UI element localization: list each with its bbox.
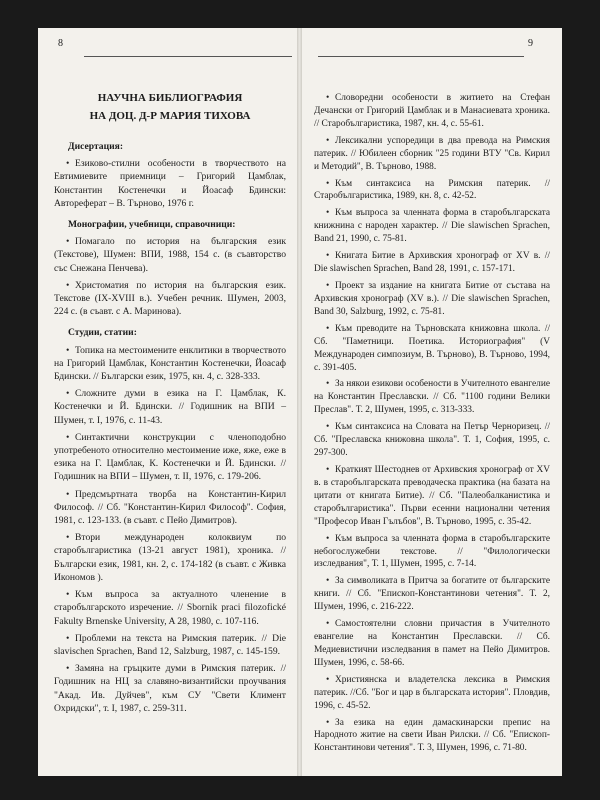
- left-column: [54, 92, 286, 772]
- list-item: • За символиката в Притча за богатите от българските книги. // Сб. "Епископ-Константинови четения". Т. 2, Шумен, 1996, с. 216-222.: [314, 576, 550, 613]
- list-item: • За езика на един дамаскинарски препис на Народното житие на свети Иван Рилски. // Сб. "Епископ-Константинови четения". Т. 3, Шумен, 1996, с. 71-80.: [314, 717, 550, 754]
- list-item: • Христоматия по история на българския език. Текстове (IX-XVIII в.). Учебен речник. Шумен, 2003, 224 с. (в съавт. с А. Маринова).: [54, 279, 286, 318]
- section-heading-monographs: Монографии, учебници, справочници:: [68, 219, 236, 231]
- list-item: • Проблеми на текста на Римския патерик. // Die slavischen Sprachen, Band 12, Salzburg, 1987, с. 145-159.: [54, 632, 286, 657]
- list-item: • Втори международен колоквиум по старобългаристика (13-21 август 1981), хроника. // Български език, 1981, кн. 2, с. 174-182 (в съавт. с Живка Икономов ).: [54, 532, 286, 583]
- left-header-rule: [84, 56, 292, 57]
- list-item: • Топика на местоимените енклитики в творчеството на Григорий Цамблак, Константин Костенечки, Йоасаф Бдински. // Български език, 1975, кн. 4, с. 328-333.: [54, 344, 286, 383]
- list-item: • Езиково-стилни особености в творчеството на Евтимиевите приемници – Григорий Цамблак, Константин Костенечки и Йоасаф Бдински: Автореферат – В. Търново, 1976 г.: [54, 158, 286, 209]
- list-item: • Синтактични конструкции с членоподобно употребеното относително местоимение иже, яже, еже в езика на Г. Цамблак, К. Костенечки и Й. Бдински. // Годишник на ВПИ – Шумен, т. II, 1976, с. 179-206.: [54, 431, 286, 483]
- list-item: • Помагало по история на българския език (Текстове), Шумен: ВПИ, 1988, 154 с. (в съавторство със Снежана Пенчева).: [54, 236, 286, 274]
- list-item: • Към въпроса за членната форма в старобългарската книжнина с народен характер. // Die slawischen Sprachen, Band 21, 1990, с. 75-81.: [314, 208, 550, 245]
- list-item: • Предсмъртната творба на Константин-Кирил Философ. // Сб. "Константин-Кирил Философ". София, 1981, с. 123-133. (в съавт. с Пейо Димитров).: [54, 488, 286, 527]
- list-item: • Християнска и владетелска лексика в Римския патерик. //Сб. "Бог и цар в българската история". Пловдив, 1996, с. 45-52.: [314, 674, 550, 711]
- list-item: • Краткият Шестоднев от Архивския хронограф от XV в. в старобългарската преводаческа практика (на базата на цитати от книгата Битие). // Сб. "Палеобалканистика и старобългаристика". Първи есенни национални четения "Професор Иван Гълъбов", В. Търново, 1995, с. 35-42.: [314, 464, 550, 527]
- list-item: • Самостоятелни словни причастия в Учителното евангелие на Константин Преславски. // Сб. Медиевистични изследвания в памет на Пейо Димитров. Шумен, 1996, с. 58-66.: [314, 619, 550, 668]
- list-item: • Към преводите на Търновската книжовна школа. // Сб. "Паметници. Поетика. Историография" (V Международен симпозиум, В. Търново), В. Търново, 1994, с. 391-405.: [314, 323, 550, 373]
- list-item: • Книгата Битие в Архивския хронограф от XV в. // Die slawischen Sprachen, Band 28, 1991, с. 157-171.: [314, 251, 550, 275]
- list-item: • Замяна на гръцките думи в Римския патерик. // Годишник на НЦ за славяно-византийски проучвания "Акад. Ив. Дуйчев", към СУ "Свети Климент Охридски", т. I, 1987, с. 259-311.: [54, 663, 286, 714]
- right-page-number: 9: [528, 38, 533, 49]
- left-page-number: 8: [58, 38, 63, 49]
- list-item: • Към въпроса за членната форма в старобългарските небогослужебни текстове. // "Филологически изследвания", Т. 1, Шумен, 1995, с. 7-14.: [314, 533, 550, 570]
- list-item: • Сложните думи в езика на Г. Цамблак, К. Костенечки и Й. Бдински. // Годишник на ВПИ – Шумен, т. I, 1976, с. 11-43.: [54, 388, 286, 426]
- section-heading-articles: Студии, статии:: [68, 327, 137, 339]
- list-item: • Словоредни особености в житието на Стефан Дечански от Григорий Цамблак и в Манасиевата хроника. // Старобългаристика, 1987, кн. 4, с. 55-61.: [314, 93, 550, 129]
- book-gutter: [297, 28, 302, 776]
- list-item: • Към синтаксиса на Словата на Петър Черноризец. // Сб. "Преславска книжовна школа". Т. 1, София, 1995, с. 297-300.: [314, 422, 550, 459]
- list-item: • Към синтаксиса на Римския патерик. // Старобългаристика, 1989, кн. 8, с. 42-52.: [314, 178, 550, 202]
- bibliography-title-line1: НАУЧНА БИБЛИОГРАФИЯ: [97, 92, 243, 104]
- list-item: • За някои езикови особености в Учителното евангелие на Константин Преславски. // Сб. "1100 години Велики Преслав". Т. 2, Шумен, 1995, с. 313-333.: [314, 379, 550, 416]
- list-item: • Проект за издание на книгата Битие от състава на Архивския хронограф (XV в.). // Die slawischen Sprachen, Band 30, Salzburg, 1992, с. 75-81.: [314, 280, 550, 317]
- bibliography-title-line2: НА ДОЦ. Д-Р МАРИЯ ТИХОВА: [89, 110, 251, 122]
- list-item: • Към въпроса за актуалното членение в старобългарското изречение. // Sbornik praci filozofické Fakulty Brnenske University, A 28, 1980, с. 107-116.: [54, 589, 286, 627]
- section-heading-dissertation: Дисертация:: [68, 141, 124, 152]
- right-header-rule: [318, 56, 524, 57]
- right-column: [314, 92, 550, 772]
- list-item: • Лексикални успоредици в два превода на Римския патерик. // Юбилеен сборник "25 години ВТУ "Св. Кирил и Методий", В. Търново, 1988.: [314, 135, 550, 172]
